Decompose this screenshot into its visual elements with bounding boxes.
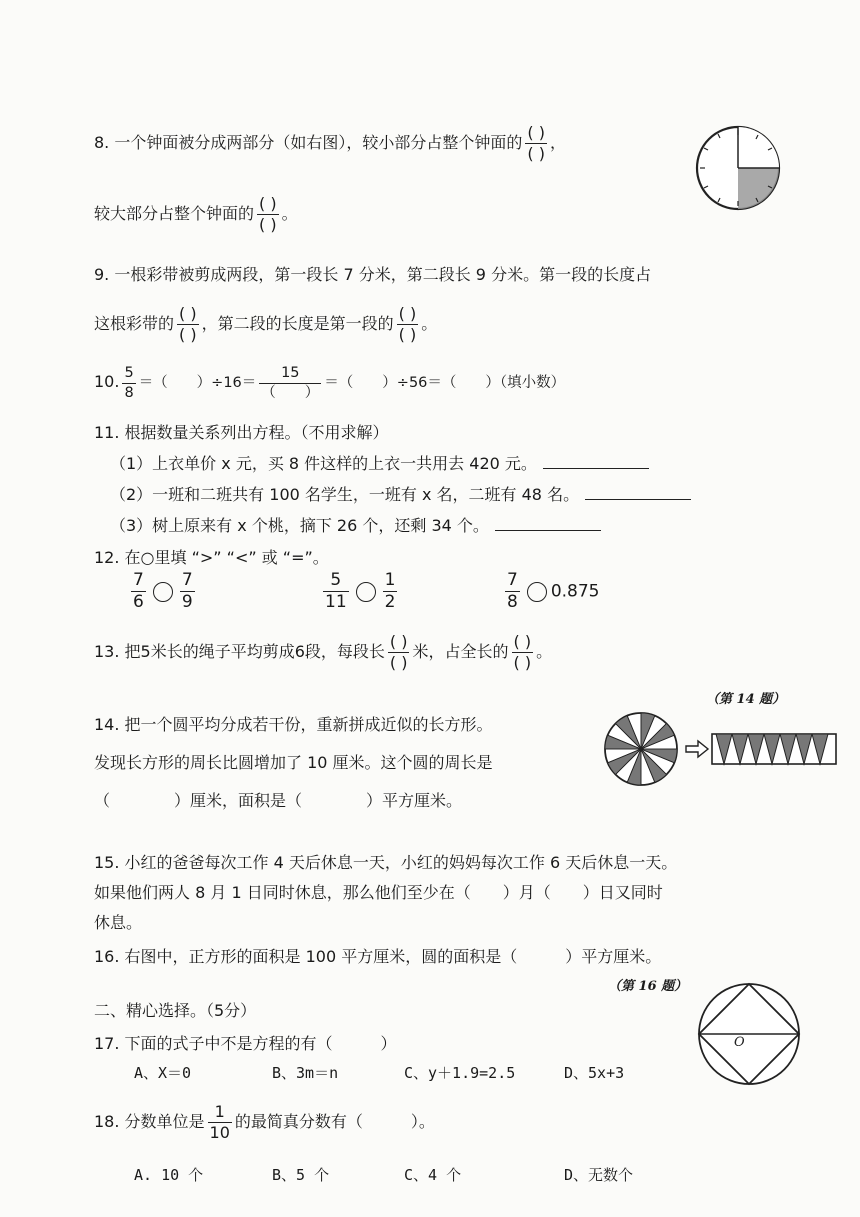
q10-fraction-2: $\frac{15}{( )}$ xyxy=(261,365,320,401)
compare-circle[interactable] xyxy=(527,582,547,602)
answer-blank[interactable] xyxy=(495,516,601,531)
q17-title: 17. 下面的式子中不是方程的有（ ） xyxy=(94,1034,397,1053)
q14-line2: 发现长方形的周长比圆增加了 10 厘米。这个圆的周长是 xyxy=(94,753,493,772)
q11-item-2: （2）一班和二班共有 100 名学生，一班有 x 名，二班有 48 名。 xyxy=(110,482,691,505)
q11-title: 11. 根据数量关系列出方程。（不用求解） xyxy=(94,423,389,442)
q18-line: 18. 分数单位是 $\frac{1}{10}$ 的最简真分数有（ ）。 xyxy=(94,1102,435,1142)
q12-compare-c: $\frac{7}{8}$ 0.875 xyxy=(507,570,600,612)
q15-line3: 休息。 xyxy=(94,913,143,932)
answer-blank[interactable] xyxy=(585,485,691,500)
q11-item-1: （1）上衣单价 x 元，买 8 件这样的上衣一共用去 420 元。 xyxy=(110,451,649,474)
q18-option-a[interactable]: A. 10 个 xyxy=(134,1166,204,1184)
q17-option-b[interactable]: B、3m＝n xyxy=(272,1064,339,1082)
q16-caption: （第 16 题） xyxy=(608,979,688,994)
center-label-o: O xyxy=(734,1035,745,1050)
q17-option-d[interactable]: D、5x+3 xyxy=(564,1064,625,1082)
compare-circle[interactable] xyxy=(153,582,173,602)
q8-fraction-large: $\frac{( )}{( )}$ xyxy=(259,194,277,234)
q18-option-c[interactable]: C、4 个 xyxy=(404,1166,462,1184)
q8-text1: 一个钟面被分成两部分（如右图），较小部分占整个钟面的 xyxy=(114,133,523,152)
q11-item-3: （3）树上原来有 x 个桃，摘下 26 个，还剩 34 个。 xyxy=(110,513,601,536)
q17-option-c[interactable]: C、y＋1.9=2.5 xyxy=(404,1064,516,1082)
q13-line: 13. 把5米长的绳子平均剪成6段，每段长 $\frac{( )}{( )}$ 米，占全长的 $\frac{( )}{( )}$ 。 xyxy=(94,632,553,672)
square-in-circle-figure xyxy=(694,980,804,1088)
q16-line1: 16. 右图中，正方形的面积是 100 平方厘米，圆的面积是（ ）平方厘米。 xyxy=(94,947,662,966)
section2-title: 二、精心选择。（5分） xyxy=(94,1001,257,1020)
q8-text2: 较大部分占整个钟面的 xyxy=(94,204,255,223)
q9-fraction-2: $\frac{( )}{( )}$ xyxy=(398,304,417,344)
circle-to-rectangle-figure xyxy=(602,708,842,790)
q9-line2: 这根彩带的 $\frac{( )}{( )}$ ，第二段的长度是第一段的 $\frac{( )}{( )}$ 。 xyxy=(94,304,438,344)
q17-option-a[interactable]: A、X＝0 xyxy=(134,1064,192,1082)
q12-title: 12. 在○里填 “>” “<” 或 “=”。 xyxy=(94,548,329,567)
q9-fraction-1: $\frac{( )}{( )}$ xyxy=(179,304,197,344)
q8-line2: 较大部分占整个钟面的 $\frac{( )}{( )}$ 。 xyxy=(94,194,298,234)
compare-circle[interactable] xyxy=(356,582,376,602)
q15-line1: 15. 小红的爸爸每次工作 4 天后休息一天，小红的妈妈每次工作 6 天后休息一天。 xyxy=(94,853,678,872)
q9-text1: 一根彩带被剪成两段，第一段长 7 分米，第二段长 9 分米。第一段的长度占 xyxy=(114,265,652,284)
q18-option-b[interactable]: B、5 个 xyxy=(272,1166,330,1184)
q8-fraction-small: $\frac{( )}{( )}$ xyxy=(527,123,545,163)
q18-fraction: $\frac{1}{10}$ xyxy=(209,1102,230,1142)
q15-line2: 如果他们两人 8 月 1 日同时休息，那么他们至少在（ ）月（ ）日又同时 xyxy=(94,883,663,902)
clock-face-figure xyxy=(694,124,782,212)
q14-line3: （ ）厘米，面积是（ ）平方厘米。 xyxy=(94,791,463,810)
answer-blank[interactable] xyxy=(543,454,649,469)
q9-line1: 9. 一根彩带被剪成两段，第一段长 7 分米，第二段长 9 分米。第一段的长度占 xyxy=(94,265,652,284)
q10-line: 10. $\frac{5}{8}$ ＝（ ）÷16＝ $\frac{15}{( )}$ ＝（ ）÷56＝（ ）（填小数） xyxy=(94,365,566,401)
q14-line1: 14. 把一个圆平均分成若干份，重新拼成近似的长方形。 xyxy=(94,715,493,734)
q12-compare-b: $\frac{5}{11}$ $\frac{1}{2}$ xyxy=(325,570,396,612)
q8-line1: 8. 一个钟面被分成两部分（如右图），较小部分占整个钟面的 $\frac{( )}{( )}$ ， xyxy=(94,123,566,163)
q18-option-d[interactable]: D、无数个 xyxy=(564,1166,634,1184)
q14-caption: （第 14 题） xyxy=(706,692,786,707)
q12-compare-a: $\frac{7}{6}$ $\frac{7}{9}$ xyxy=(133,570,193,612)
q8-number: 8. xyxy=(94,133,110,152)
q10-fraction: $\frac{5}{8}$ xyxy=(124,365,134,401)
